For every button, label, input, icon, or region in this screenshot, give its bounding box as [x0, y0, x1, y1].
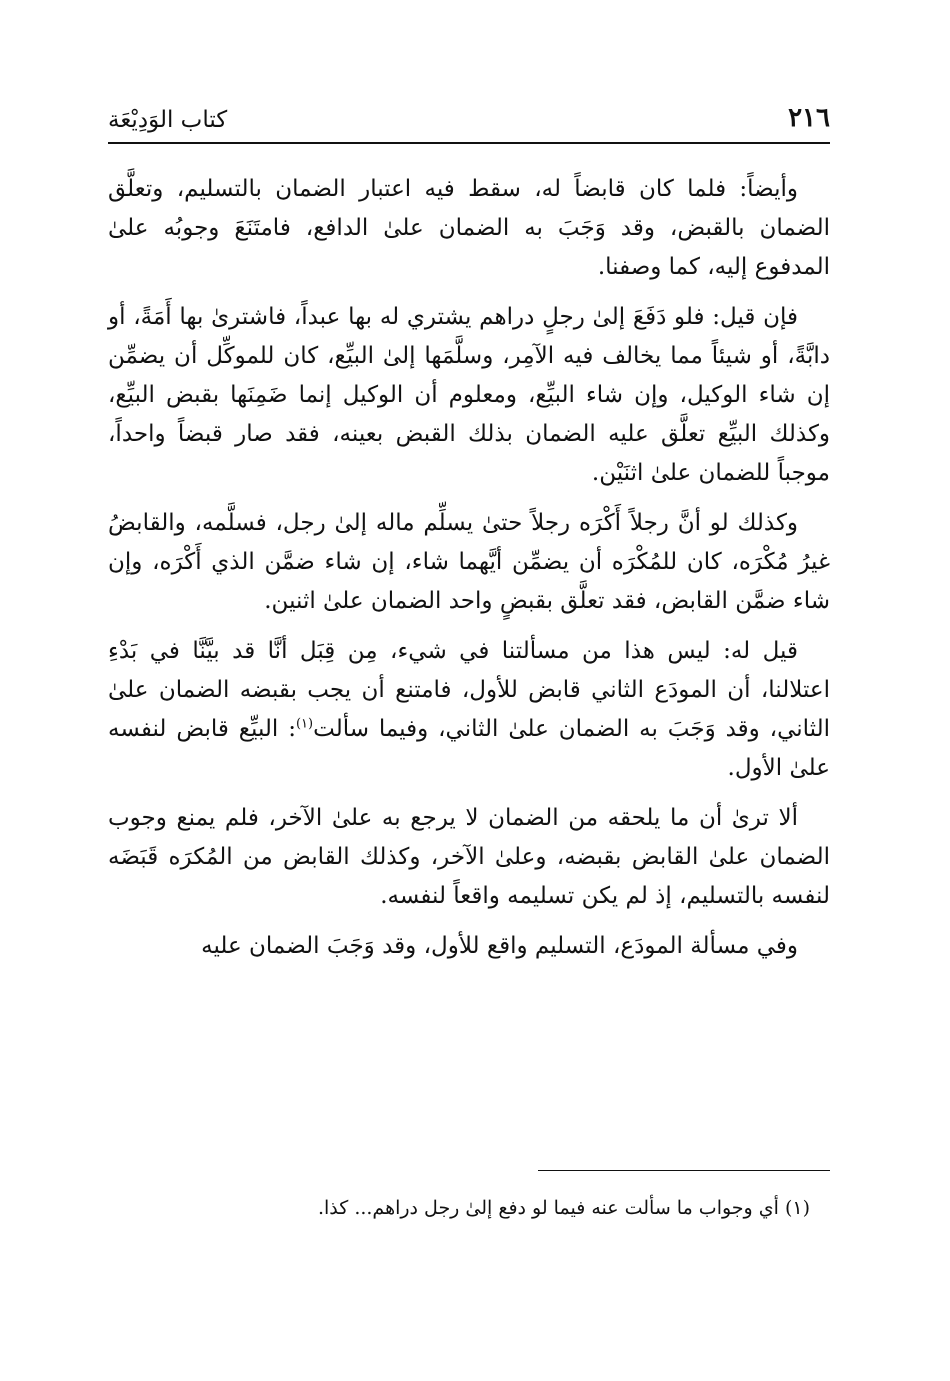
reply-text-start: قيل له: ليس هذا من مسألتنا في شيء، مِن قِبَل أنَّا قد بيَّنَّا في بَدْءِ اعتلالنا، أن المودَع الثاني قابض للأول، فامتنع أن يجب بقبضه الضمان علىٰ الثاني، وقد وَجَبَ به الضمان علىٰ الثاني، وفيما سألت — [108, 638, 830, 742]
page-header — [108, 96, 830, 144]
footnote-divider — [538, 1170, 830, 1171]
paragraph-4-reply — [108, 632, 830, 788]
paragraph-2: فإن قيل: فلو دَفَعَ إلىٰ رجلٍ دراهم يشتري له بها عبداً، فاشترىٰ بها أَمَةً، أو دابَّةً، أو شيئاً مما يخالف فيه الآمِر، وسلَّمَها إلىٰ البيِّع، كان للموكِّل أن يضمِّن إن شاء الوكيل، وإن شاء البيِّع، ومعلوم أن الوكيل إنما ضَمِنَها بقبض البيِّع، وكذلك البيِّع تعلَّق عليه الضمان بذلك القبض بعينه، فقد صار قبضاً واحداً، موجباً للضمان علىٰ اثنَيْن. — [108, 304, 830, 486]
paragraph-5: ألا ترىٰ أن ما يلحقه من الضمان لا يرجع به علىٰ الآخر، فلم يمنع وجوب الضمان علىٰ القابض بقبضه، وعلىٰ الآخر، وكذلك القابض من المُكرَه قَبَضَه لنفسه بالتسليم، إذ لم يكن تسليمه واقعاً لنفسه. — [108, 805, 830, 909]
running-title: كتاب الوَدِيْعَة — [108, 107, 228, 133]
page-number: ٢١٦ — [788, 103, 830, 133]
reply-text-end: : البيِّع قابض لنفسه علىٰ الأول. — [108, 716, 830, 781]
footnote: (١) أي وجواب ما سألت عنه فيما لو دفع إلىٰ رجل دراهم... كذا. — [317, 1197, 810, 1219]
paragraph-3: وكذلك لو أنَّ رجلاً أَكْرَه رجلاً حتىٰ يسلِّم ماله إلىٰ رجل، فسلَّمه، والقابضُ غيرُ مُكْرَه، كان للمُكْرَه أن يضمِّن أيَّهما شاء، إن شاء ضمَّن الذي أَكْرَه، وإن شاء ضمَّن القابض، فقد تعلَّق بقبضٍ واحد الضمان علىٰ اثنين. — [108, 510, 830, 614]
paragraph-1: وأيضاً: فلما كان قابضاً له، سقط فيه اعتبار الضمان بالتسليم، وتعلَّق الضمان بالقبض، وقد وَجَبَ به الضمان علىٰ الدافع، فامتَنَعَ وجوبُه علىٰ المدفوع إليه، كما وصفنا. — [108, 176, 830, 280]
paragraph-6: وفي مسألة المودَع، التسليم واقع للأول، وقد وَجَبَ الضمان عليه — [201, 933, 798, 959]
main-text — [108, 170, 830, 977]
footnote-reference: (١) — [295, 716, 314, 732]
